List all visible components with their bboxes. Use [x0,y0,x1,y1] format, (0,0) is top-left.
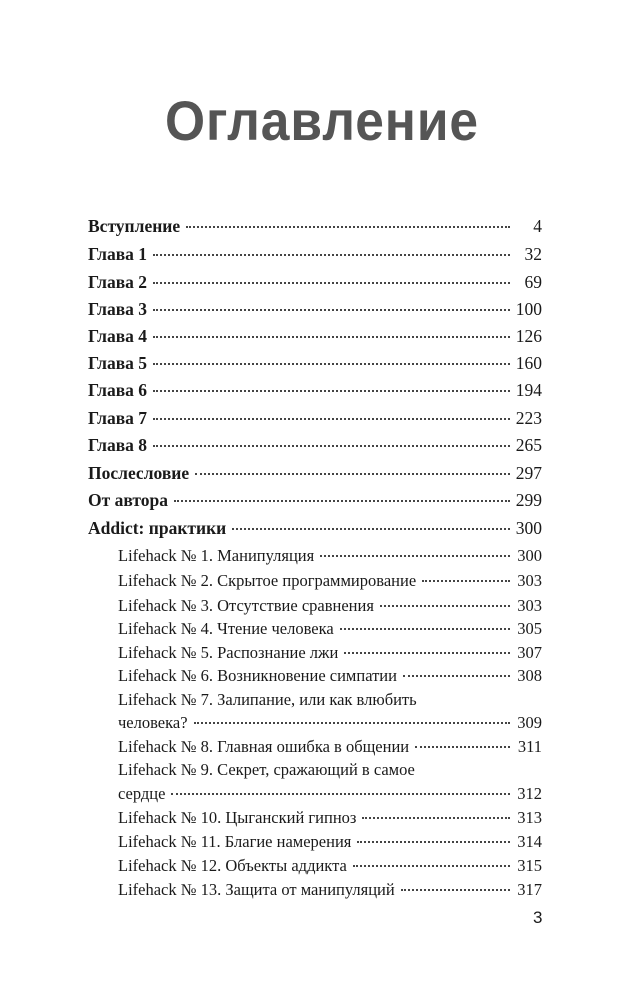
toc-page-number: 303 [517,571,542,590]
toc-entry-label: Addict: практики [88,518,227,538]
toc-entry[interactable] [88,435,542,456]
dot-leader [232,528,509,530]
toc-page-number: 307 [517,643,542,662]
toc-subentry[interactable] [118,571,542,591]
toc-page-number: 308 [517,666,542,685]
toc-subentry-label: сердце [118,784,166,803]
toc-page-number: 223 [515,408,542,428]
dot-leader [186,226,510,228]
toc-entry-label: Глава 6 [88,380,148,400]
toc-subentry-label: Lifehack № 5. Распознание лжи [118,643,339,662]
toc-entry[interactable] [88,244,542,265]
toc-page-number: 297 [515,463,542,483]
toc-subentry[interactable] [118,713,542,733]
toc-entry[interactable] [88,272,542,293]
dot-leader [401,889,510,891]
toc-subentry[interactable] [118,808,542,828]
toc-page-number: 309 [517,713,542,732]
dot-leader [195,473,510,475]
toc-subentry-label: Lifehack № 10. Цыганский гипноз [118,808,357,827]
toc-page-number: 317 [517,880,542,899]
dot-leader [357,841,510,843]
toc-entry-label: От автора [88,490,168,510]
toc-subentry-label: Lifehack № 12. Объекты аддикта [118,856,347,875]
dot-leader [153,282,510,284]
dot-leader [153,363,510,365]
toc-subentry-label: Lifehack № 3. Отсутствие сравнения [118,596,374,615]
toc-subentry-line1: Lifehack № 9. Секрет, сражающий в самое [118,760,415,779]
dot-leader [153,336,510,338]
toc-subentry-label: человека? [118,713,188,732]
dot-leader [380,605,510,607]
dot-leader [153,445,510,447]
dot-leader [403,675,510,677]
toc-subentry[interactable] [118,880,542,900]
toc-subentry[interactable] [118,619,542,639]
toc-entry[interactable] [88,518,542,539]
toc-page-number: 4 [533,216,542,236]
dot-leader [171,793,510,795]
dot-leader [353,865,510,867]
toc-entry-label: Глава 5 [88,353,148,373]
toc-entry-label: Глава 4 [88,326,148,346]
toc-subentry-label: Lifehack № 2. Скрытое программирование [118,571,417,590]
toc-subentry-line1: Lifehack № 7. Залипание, или как влюбить [118,690,417,709]
toc-entry[interactable] [88,380,542,401]
dot-leader [344,652,510,654]
toc-subentry[interactable] [118,666,542,686]
toc-subentry[interactable] [118,596,542,616]
toc-page-number: 315 [517,856,542,875]
toc-entry[interactable] [88,216,542,237]
toc-subentry-label: Lifehack № 11. Благие намерения [118,832,352,851]
toc-subentry-label: Lifehack № 4. Чтение человека [118,619,334,638]
dot-leader [153,254,510,256]
toc-subentry[interactable] [118,856,542,876]
dot-leader [194,722,510,724]
toc-entry-label: Послесловие [88,463,190,483]
toc-page-number: 300 [517,546,542,565]
toc-page-number: 299 [515,490,542,510]
toc-entry-label: Глава 7 [88,408,148,428]
dot-leader [340,628,510,630]
toc-entry[interactable] [88,353,542,374]
dot-leader [422,580,510,582]
toc-subentry[interactable] [118,784,542,804]
toc-page-number: 300 [515,518,542,538]
toc-page-number: 305 [517,619,542,638]
dot-leader [153,309,510,311]
toc-page-number: 100 [515,299,542,319]
toc-subentry[interactable] [118,546,542,566]
toc-subentry-label: Lifehack № 8. Главная ошибка в общении [118,737,410,756]
toc-entry-label: Вступление [88,216,181,236]
toc-entry[interactable] [88,408,542,429]
toc-page-number: 32 [524,244,542,264]
toc-entry-label: Глава 2 [88,272,148,292]
toc-page-number: 312 [517,784,542,803]
toc-page-number: 194 [515,380,542,400]
toc-page-number: 303 [517,596,542,615]
toc-subentry-label: Lifehack № 13. Защита от манипуляций [118,880,395,899]
toc-subentry[interactable] [118,832,542,852]
dot-leader [415,746,510,748]
toc-page-number: 160 [515,353,542,373]
toc-entry[interactable] [88,490,542,511]
toc-subentry[interactable] [118,643,542,663]
toc-page-number: 313 [517,808,542,827]
dot-leader [320,555,510,557]
toc-entry[interactable] [88,463,542,484]
toc-entry-label: Глава 3 [88,299,148,319]
toc-subentry-label: Lifehack № 1. Манипуляция [118,546,315,565]
dot-leader [153,418,510,420]
dot-leader [362,817,510,819]
toc-page-number: 311 [517,737,542,756]
page-number-footer: 3 [533,908,543,927]
toc-page-number: 265 [515,435,542,455]
toc-entry-label: Глава 1 [88,244,148,264]
page-title: Оглавление [165,89,479,152]
toc-page-number: 126 [515,326,542,346]
toc-page-number: 314 [517,832,542,851]
toc-subentry[interactable] [118,737,542,757]
toc-entry-label: Глава 8 [88,435,148,455]
toc-page-number: 69 [524,272,542,292]
toc-subentry-label: Lifehack № 6. Возникновение симпатии [118,666,397,685]
toc-entry[interactable] [88,326,542,347]
toc-entry[interactable] [88,299,542,320]
dot-leader [153,390,510,392]
dot-leader [174,500,510,502]
